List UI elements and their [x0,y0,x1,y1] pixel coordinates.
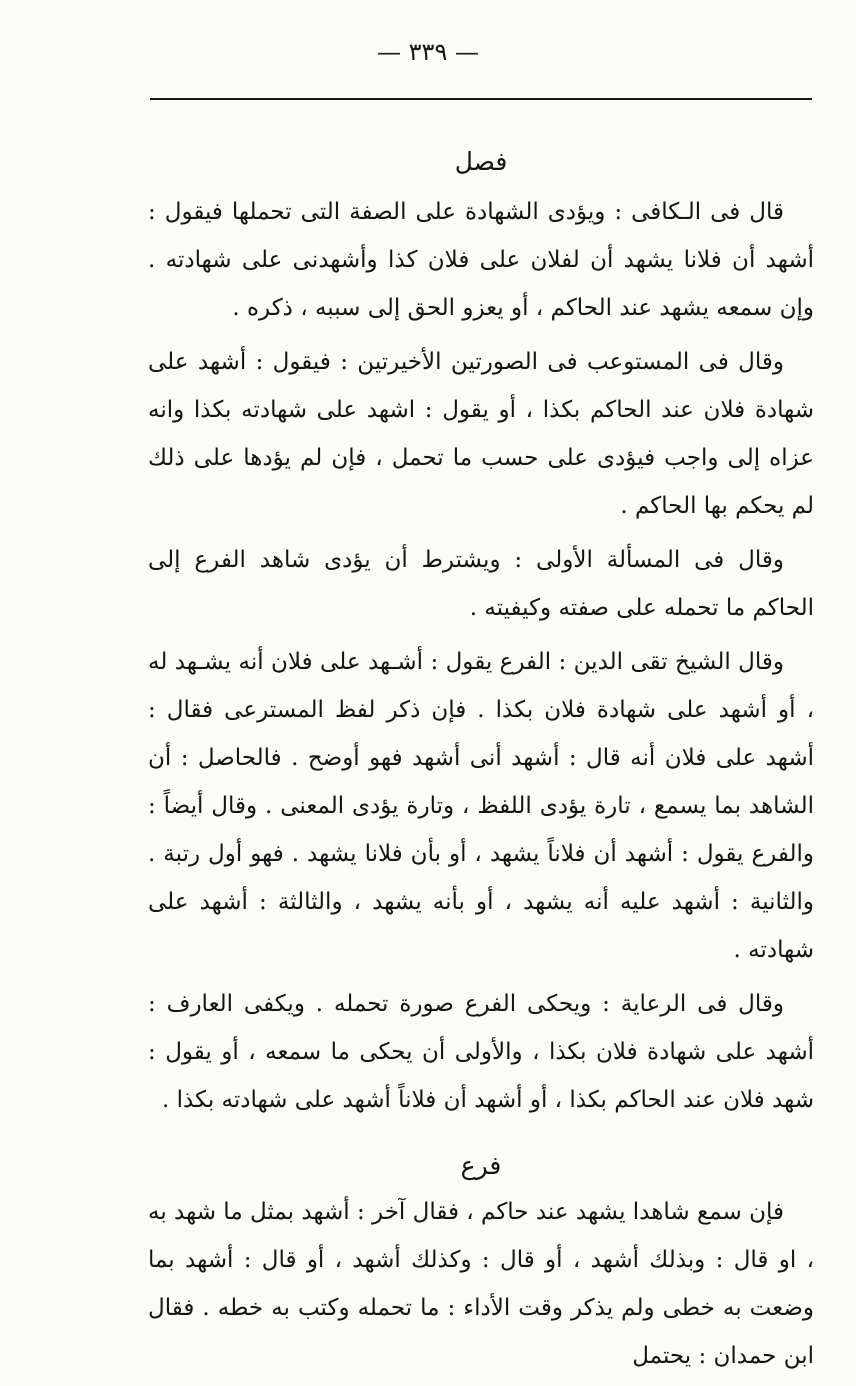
subsection-heading: فرع [460,1151,502,1180]
section-heading: فصل [454,147,508,176]
page-body [148,140,814,1386]
page-number: — ٣٣٩ — [377,38,479,66]
paragraph: وقال فى الرعاية : ويحكى الفرع صورة تحمله . ويكفى العارف : أشهد على شهادة فلان بكذا ، والأولى أن يحكى ما سمعه ، أو يقول : شهد فلان عند الحاكم بكذا ، أو أشهد أن فلاناً أشهد على شهادته بكذا . [148,991,814,1113]
paragraph: وقال الشيخ تقى الدين : الفرع يقول : أشـهد على فلان أنه يشـهد له ، أو أشهد على شهادة فلان بكذا . فإن ذكر لفظ المسترعى فقال : أشهد على فلان أنه قال : أشهد أنى أشهد فهو أوضح . فالحاصل : أن الشاهد بما يسمع ، تارة يؤدى اللفظ ، وتارة يؤدى المعنى . وقال أيضاً : والفرع يقول : أشهد أن فلاناً يشهد ، أو بأن فلانا يشهد . فهو أول رتبة . والثانية : أشهد عليه أنه يشهد ، أو بأنه يشهد ، والثالثة : أشهد على شهادته . [148,649,814,963]
paragraph: قال فى الـكافى : ويؤدى الشهادة على الصفة التى تحملها فيقول : أشهد أن فلانا يشهد أن لفلان على فلان كذا وأشهدنى على شهادته . وإن سمعه يشهد عند الحاكم ، أو يعزو الحق إلى سببه ، ذكره . [148,199,814,321]
paragraph: وقال فى المسألة الأولى : ويشترط أن يؤدى شاهد الفرع إلى الحاكم ما تحمله على صفته وكيفيته . [148,547,814,621]
paragraph: فإن سمع شاهدا يشهد عند حاكم ، فقال آخر : أشهد بمثل ما شهد به ، او قال : وبذلك أشهد ، أو قال : وكذلك أشهد ، أو قال : أشهد بما وضعت به خطى ولم يذكر وقت الأداء : ما تحمله وكتب به خطه . فقال ابن حمدان : يحتمل [148,1199,814,1369]
paragraph: وقال فى المستوعب فى الصورتين الأخيرتين : فيقول : أشهد على شهادة فلان عند الحاكم بكذا ، أو يقول : اشهد على شهادته بكذا وانه عزاه إلى واجب فيؤدى على حسب ما تحمل ، فإن لم يؤدها على ذلك لم يحكم بها الحاكم . [148,349,814,519]
header-rule [150,98,812,100]
